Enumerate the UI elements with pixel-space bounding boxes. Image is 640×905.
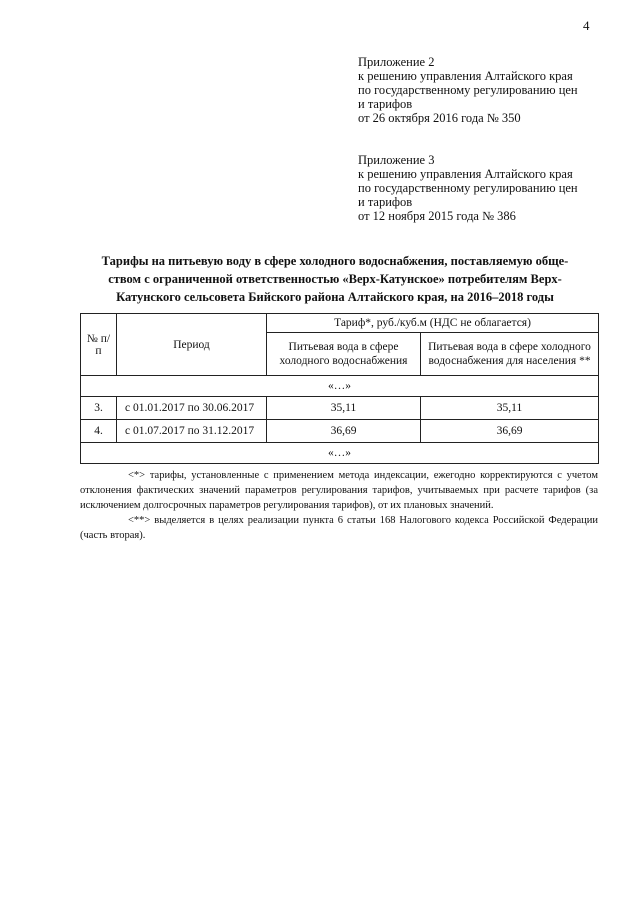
- header-period: Период: [117, 314, 267, 376]
- appendix-2-date: от 26 октября 2016 года № 350: [358, 111, 521, 125]
- title-line-3: Катунского сельсовета Бийского района Алтайского края, на 2016–2018 годы: [116, 290, 554, 304]
- table-header-row: [81, 314, 599, 333]
- row-tariff-2: 35,11: [421, 397, 599, 420]
- appendix-2-title: Приложение 2: [358, 55, 435, 69]
- row-tariff-1: 36,69: [267, 420, 421, 443]
- ellipsis-cell: «…»: [81, 443, 599, 464]
- appendix-2-line: к решению управления Алтайского края: [358, 69, 573, 83]
- title-line-2: ством с ограниченной ответственностью «Верх-Катунское» потребителям Верх-: [108, 272, 562, 286]
- document-title: [80, 252, 590, 306]
- appendix-3-title: Приложение 3: [358, 153, 435, 167]
- header-col-drinking-water: Питьевая вода в сфере холодного водоснабжения: [267, 333, 421, 376]
- footnote-2: <**> выделяется в целях реализации пункта 6 статьи 168 Налогового кодекса Российской Федерации (часть вторая).: [80, 515, 598, 541]
- row-period: с 01.07.2017 по 31.12.2017: [117, 420, 267, 443]
- tariff-table: [80, 313, 599, 464]
- appendix-3-block: [358, 153, 618, 223]
- table-row-ellipsis: [81, 376, 599, 397]
- row-num: 4.: [81, 420, 117, 443]
- table-row: [81, 397, 599, 420]
- row-period: с 01.01.2017 по 30.06.2017: [117, 397, 267, 420]
- appendix-3-line: и тарифов: [358, 195, 413, 209]
- appendix-3-line: к решению управления Алтайского края: [358, 167, 573, 181]
- page-number: 4: [583, 18, 590, 33]
- appendix-3-line: по государственному регулированию цен: [358, 181, 578, 195]
- table-row-ellipsis: [81, 443, 599, 464]
- header-col-population: Питьевая вода в сфере холодного водоснабжения для населения **: [421, 333, 599, 376]
- footnotes: [80, 468, 598, 543]
- title-line-1: Тарифы на питьевую воду в сфере холодного водоснабжения, поставляемую обще-: [101, 254, 569, 268]
- header-num: № п/п: [81, 314, 117, 376]
- footnote-1: <*> тарифы, установленные с применением метода индексации, ежегодно корректируются с учетом отклонения фактических значений параметров регулирования тарифов, учитываемых при расчете тарифов (за исключением долгосрочных параметров регулирования тарифов), от их плановых значений.: [80, 470, 598, 511]
- appendix-2-block: [358, 55, 618, 125]
- row-tariff-2: 36,69: [421, 420, 599, 443]
- header-tariff: Тариф*, руб./куб.м (НДС не облагается): [267, 314, 599, 333]
- appendix-3-date: от 12 ноября 2015 года № 386: [358, 209, 516, 223]
- row-num: 3.: [81, 397, 117, 420]
- table-row: [81, 420, 599, 443]
- appendix-2-line: и тарифов: [358, 97, 413, 111]
- row-tariff-1: 35,11: [267, 397, 421, 420]
- ellipsis-cell: «…»: [81, 376, 599, 397]
- appendix-2-line: по государственному регулированию цен: [358, 83, 578, 97]
